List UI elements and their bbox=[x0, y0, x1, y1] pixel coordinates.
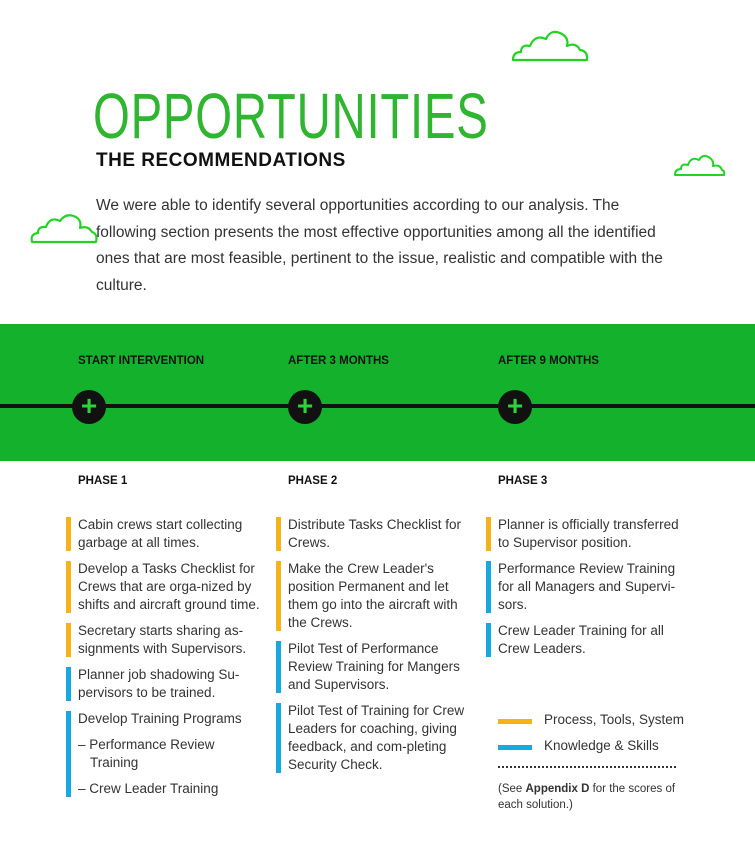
item-text: Develop Training Programs bbox=[78, 711, 242, 726]
legend-swatch-process bbox=[498, 719, 532, 724]
category-bar bbox=[66, 561, 71, 613]
category-bar bbox=[486, 623, 491, 657]
phase-1-list bbox=[66, 516, 262, 806]
timeline-label-9-months: AFTER 9 MONTHS bbox=[498, 355, 599, 367]
item-text: Pilot Test of Performance Review Training for Mangers and Supervisors. bbox=[288, 641, 460, 692]
item-text: Cabin crews start collecting garbage at all times. bbox=[78, 517, 243, 550]
item-text: Pilot Test of Training for Crew Leaders for coaching, giving feedback, and com-pleting Security Check. bbox=[288, 703, 465, 772]
category-bar bbox=[486, 561, 491, 613]
timeline-label-start: START INTERVENTION bbox=[78, 355, 205, 367]
sub-item-text: – Crew Leader Training bbox=[78, 781, 219, 796]
legend-label: Knowledge & Skills bbox=[544, 738, 659, 753]
category-bar bbox=[276, 561, 281, 631]
list-item bbox=[276, 702, 472, 774]
list-item bbox=[66, 666, 262, 702]
phase-2-title: PHASE 2 bbox=[288, 475, 338, 487]
timeline-band bbox=[0, 324, 755, 461]
note-text: for the scores of each solution.) bbox=[498, 783, 676, 811]
item-text: Planner is officially transferred to Supervisor position. bbox=[498, 517, 679, 550]
note-text: (See bbox=[498, 783, 526, 795]
list-item bbox=[66, 710, 262, 798]
item-text: Make the Crew Leader's position Permanent and let them go into the aircraft with the Crews. bbox=[288, 561, 458, 630]
phase-1-title: PHASE 1 bbox=[78, 475, 128, 487]
category-bar bbox=[276, 641, 281, 693]
page-title: OPPORTUNITIES bbox=[93, 80, 489, 152]
item-text: Planner job shadowing Su-pervisors to be trained. bbox=[78, 667, 240, 700]
list-item bbox=[66, 516, 262, 552]
legend-label: Process, Tools, System bbox=[544, 712, 685, 727]
category-bar bbox=[66, 711, 71, 797]
list-item bbox=[276, 560, 472, 632]
intro-paragraph: We were able to identify several opportunities according to our analysis. The following section presents the most effective opportunities among all the identified ones that are most feasible, pertinent to the issue, realistic and compatible with the culture. bbox=[96, 197, 663, 294]
category-bar bbox=[66, 517, 71, 551]
plus-icon: + bbox=[288, 390, 322, 424]
timeline-label-3-months: AFTER 3 MONTHS bbox=[288, 355, 389, 367]
list-item bbox=[276, 516, 472, 552]
phase-2-list bbox=[276, 516, 472, 782]
cloud-icon bbox=[672, 150, 726, 178]
category-bar bbox=[486, 517, 491, 551]
cloud-icon bbox=[509, 26, 591, 64]
cloud-icon bbox=[28, 210, 100, 246]
list-item bbox=[486, 560, 692, 614]
category-bar bbox=[66, 667, 71, 701]
item-text: Performance Review Training for all Managers and Supervi-sors. bbox=[498, 561, 676, 612]
list-item bbox=[486, 622, 692, 658]
sub-item-text: – Performance Review Training bbox=[78, 737, 215, 770]
item-text: Develop a Tasks Checklist for Crews that are orga-nized by shifts and aircraft ground time. bbox=[78, 561, 260, 612]
item-text: Distribute Tasks Checklist for Crews. bbox=[288, 517, 462, 550]
plus-icon: + bbox=[498, 390, 532, 424]
timeline-line bbox=[0, 404, 755, 408]
category-bar bbox=[276, 517, 281, 551]
category-bar bbox=[276, 703, 281, 773]
appendix-reference: Appendix D bbox=[525, 783, 590, 795]
divider bbox=[498, 766, 676, 768]
category-bar bbox=[66, 623, 71, 657]
list-item bbox=[66, 560, 262, 614]
page-subtitle: THE RECOMMENDATIONS bbox=[96, 150, 346, 171]
phase-3-title: PHASE 3 bbox=[498, 475, 548, 487]
appendix-note bbox=[498, 781, 698, 813]
legend-swatch-knowledge bbox=[498, 745, 532, 750]
plus-icon: + bbox=[72, 390, 106, 424]
list-item bbox=[276, 640, 472, 694]
item-text: Secretary starts sharing as-signments with Supervisors. bbox=[78, 623, 247, 656]
list-item bbox=[486, 516, 692, 552]
item-text: Crew Leader Training for all Crew Leaders. bbox=[498, 623, 664, 656]
phase-3-list bbox=[486, 516, 692, 666]
list-item bbox=[66, 622, 262, 658]
